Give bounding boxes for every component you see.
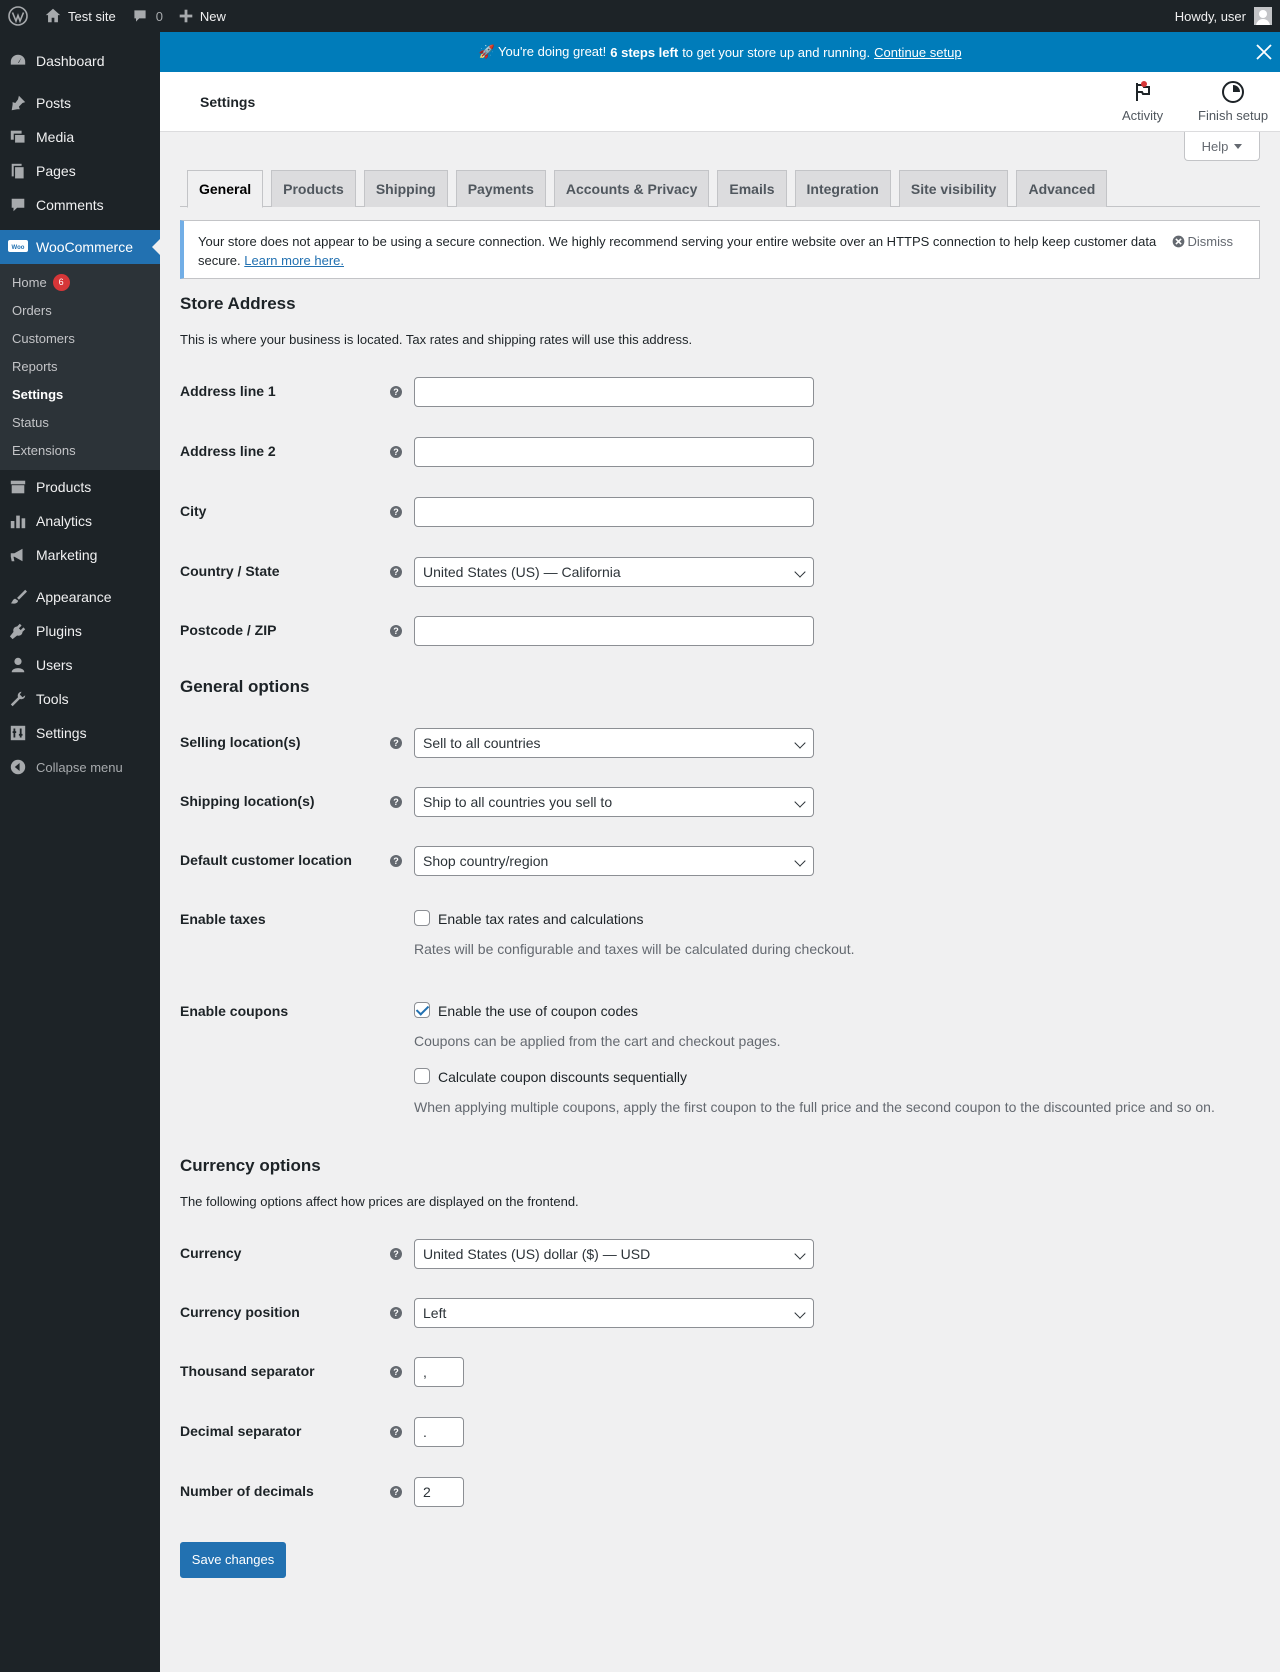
wordpress-logo-icon[interactable]	[0, 0, 36, 32]
user-icon	[8, 655, 28, 675]
help-tip-icon[interactable]: ?	[390, 1486, 402, 1498]
tab-payments[interactable]: Payments	[456, 170, 546, 207]
menu-media[interactable]	[0, 120, 160, 154]
address1-label: Address line 1	[180, 383, 276, 399]
tab-accounts-privacy[interactable]: Accounts & Privacy	[554, 170, 710, 207]
chevron-down-icon	[794, 566, 805, 577]
banner-steps-left: 6 steps left	[610, 44, 679, 60]
menu-label: Dashboard	[36, 53, 105, 69]
default-customer-location-label: Default customer location	[180, 852, 352, 868]
menu-label: Posts	[36, 95, 72, 111]
currency-options-description: The following options affect how prices are displayed on the frontend.	[180, 1194, 579, 1209]
help-label: Help	[1201, 138, 1229, 154]
tab-general[interactable]: General	[187, 170, 263, 208]
banner-text: 🚀 You're doing great!	[478, 44, 607, 59]
plus-icon	[179, 9, 193, 23]
flag-icon	[1131, 80, 1155, 104]
caret-down-icon	[1234, 144, 1242, 153]
submenu-label: Orders	[12, 302, 52, 318]
menu-appearance[interactable]	[0, 580, 160, 614]
comments-count: 0	[155, 8, 163, 24]
menu-label: Users	[36, 657, 73, 673]
select-value: United States (US) dollar ($) — USD	[423, 1246, 651, 1262]
shipping-locations-select[interactable]	[414, 787, 814, 817]
menu-label: Pages	[36, 163, 76, 179]
enable-coupons-label: Enable coupons	[180, 1003, 289, 1019]
submenu-home[interactable]	[0, 268, 160, 296]
menu-label: Analytics	[36, 513, 93, 529]
menu-users[interactable]	[0, 648, 160, 682]
help-tip-icon[interactable]: ?	[390, 1366, 402, 1378]
help-tip-icon[interactable]: ?	[390, 855, 402, 867]
city-label: City	[180, 503, 207, 519]
address1-input[interactable]	[414, 377, 814, 407]
admin-bar	[0, 0, 1280, 32]
help-tip-icon[interactable]: ?	[390, 1307, 402, 1319]
tab-shipping[interactable]: Shipping	[364, 170, 448, 207]
archive-icon	[8, 477, 28, 497]
tab-integration[interactable]: Integration	[795, 170, 891, 207]
finish-setup-button[interactable]	[1198, 80, 1268, 123]
menu-pages[interactable]	[0, 154, 160, 188]
country-state-select[interactable]	[414, 557, 814, 587]
currency-position-select[interactable]	[414, 1298, 814, 1328]
chevron-down-icon	[794, 855, 805, 866]
continue-setup-link[interactable]: Continue setup	[874, 44, 962, 60]
city-input[interactable]	[414, 497, 814, 527]
submenu-settings[interactable]	[0, 380, 160, 408]
comments-link[interactable]	[124, 0, 171, 32]
submenu-status[interactable]	[0, 408, 160, 436]
submenu-customers[interactable]	[0, 324, 160, 352]
submenu-orders[interactable]	[0, 296, 160, 324]
menu-tools[interactable]	[0, 682, 160, 716]
dashboard-icon	[8, 51, 28, 71]
menu-label: Media	[36, 129, 75, 145]
admin-sidebar	[0, 32, 160, 1672]
banner-text-post: to get your store up and running.	[682, 44, 871, 60]
menu-woocommerce[interactable]	[0, 230, 160, 264]
enable-coupons-checkbox[interactable]	[414, 1002, 430, 1018]
decimal-separator-input[interactable]: .	[414, 1417, 464, 1447]
taxes-help-text: Rates will be configurable and taxes will be calculated during checkout.	[414, 941, 855, 957]
my-account[interactable]	[1175, 7, 1280, 25]
paintbrush-icon	[8, 587, 28, 607]
help-tip-icon[interactable]: ?	[390, 1248, 402, 1260]
help-tip-icon[interactable]: ?	[390, 737, 402, 749]
select-value: Shop country/region	[423, 853, 549, 869]
submenu-label: Settings	[12, 386, 64, 402]
menu-label: Tools	[36, 691, 69, 707]
notice-text: Your store does not appear to be using a secure connection. We highly recommend serving your entire website over an HTTPS connection to help keep customer data secure.	[198, 234, 1157, 268]
avatar	[1254, 7, 1272, 25]
chevron-down-icon	[794, 796, 805, 807]
thousand-separator-input[interactable]: ,	[414, 1357, 464, 1387]
chevron-down-icon	[794, 1248, 805, 1259]
activity-button[interactable]	[1122, 80, 1163, 123]
tab-advanced[interactable]: Advanced	[1016, 170, 1107, 207]
tab-emails[interactable]: Emails	[717, 170, 786, 207]
menu-settings[interactable]	[0, 716, 160, 750]
pin-icon	[8, 93, 28, 113]
submenu-label: Status	[12, 414, 49, 430]
help-tip-icon[interactable]: ?	[390, 446, 402, 458]
menu-label: Appearance	[36, 589, 112, 605]
woocommerce-header	[160, 72, 1280, 132]
megaphone-icon	[8, 545, 28, 565]
dismiss-button[interactable]	[1172, 232, 1234, 251]
menu-label: Marketing	[36, 547, 98, 563]
help-tip-icon[interactable]: ?	[390, 506, 402, 518]
help-tip-icon[interactable]: ?	[390, 386, 402, 398]
menu-plugins[interactable]	[0, 614, 160, 648]
finish-setup-label: Finish setup	[1198, 108, 1269, 123]
new-content-link[interactable]	[171, 0, 234, 32]
enable-taxes-checkbox[interactable]	[414, 910, 430, 926]
bar-chart-icon	[8, 511, 28, 531]
select-value: United States (US) — California	[423, 564, 621, 580]
page-title: Settings	[200, 94, 256, 110]
settings-tabs	[180, 170, 1260, 207]
sequential-help-text: When applying multiple coupons, apply the first coupon to the full price and the second coupon to the discounted price and so on.	[414, 1099, 1215, 1115]
number-of-decimals-input[interactable]: 2	[414, 1477, 464, 1507]
enable-taxes-checkbox-label[interactable]: Enable tax rates and calculations	[438, 911, 644, 927]
sequential-coupons-checkbox-label[interactable]: Calculate coupon discounts sequentially	[438, 1069, 688, 1085]
woocommerce-icon	[8, 237, 28, 257]
woocommerce-submenu	[0, 264, 160, 470]
comment-bubble-icon	[132, 8, 148, 24]
selling-locations-select[interactable]	[414, 728, 814, 758]
collapse-label: Collapse menu	[36, 759, 123, 775]
menu-marketing[interactable]	[0, 538, 160, 572]
store-address-heading: Store Address	[180, 294, 296, 313]
dismiss-label: Dismiss	[1187, 234, 1233, 249]
submenu-extensions[interactable]	[0, 436, 160, 464]
selling-locations-label: Selling location(s)	[180, 734, 301, 750]
menu-label: WooCommerce	[36, 239, 133, 255]
dismiss-icon	[1172, 235, 1185, 248]
menu-label: Settings	[36, 725, 87, 741]
submenu-label: Customers	[12, 330, 75, 346]
general-options-heading: General options	[180, 677, 310, 696]
enable-taxes-label: Enable taxes	[180, 911, 266, 927]
menu-label: Comments	[36, 197, 104, 213]
site-name: Test site	[68, 8, 116, 24]
postcode-label: Postcode / ZIP	[180, 622, 277, 638]
submenu-label: Home	[12, 274, 47, 290]
menu-label: Products	[36, 479, 92, 495]
tab-site-visibility[interactable]: Site visibility	[899, 170, 1009, 207]
number-of-decimals-label: Number of decimals	[180, 1483, 314, 1499]
help-tip-icon[interactable]: ?	[390, 566, 402, 578]
setup-banner	[160, 32, 1280, 72]
shipping-locations-label: Shipping location(s)	[180, 793, 315, 809]
menu-comments[interactable]	[0, 188, 160, 222]
help-tip-icon[interactable]: ?	[390, 625, 402, 637]
enable-coupons-checkbox-label[interactable]: Enable the use of coupon codes	[438, 1003, 639, 1019]
menu-label: Plugins	[36, 623, 82, 639]
close-icon[interactable]	[1254, 42, 1274, 62]
help-tip-icon[interactable]: ?	[390, 796, 402, 808]
settings-icon	[8, 723, 28, 743]
collapse-arrow-icon	[8, 757, 28, 777]
store-address-description: This is where your business is located. Tax rates and shipping rates will use this address.	[180, 332, 693, 347]
progress-circle-icon	[1221, 80, 1245, 104]
select-value: Sell to all countries	[423, 735, 541, 751]
plugin-icon	[8, 621, 28, 641]
country-state-label: Country / State	[180, 563, 280, 579]
menu-analytics[interactable]	[0, 504, 160, 538]
chevron-down-icon	[794, 737, 805, 748]
select-value: Left	[423, 1305, 447, 1321]
collapse-menu-button[interactable]	[0, 750, 160, 784]
currency-options-heading: Currency options	[180, 1156, 321, 1175]
save-changes-button[interactable]: Save changes	[180, 1542, 286, 1578]
submenu-label: Reports	[12, 358, 58, 374]
address2-input[interactable]	[414, 437, 814, 467]
coupons-help-text: Coupons can be applied from the cart and checkout pages.	[414, 1033, 781, 1049]
activity-label: Activity	[1122, 108, 1164, 123]
tab-products[interactable]: Products	[271, 170, 356, 207]
submenu-label: Extensions	[12, 442, 76, 458]
sequential-coupons-checkbox[interactable]	[414, 1068, 430, 1084]
wrench-icon	[8, 689, 28, 709]
notification-badge: 6	[53, 274, 70, 291]
new-label: New	[199, 8, 226, 24]
media-icon	[8, 127, 28, 147]
https-notice	[180, 220, 1260, 279]
currency-position-label: Currency position	[180, 1304, 300, 1320]
decimal-separator-label: Decimal separator	[180, 1423, 302, 1439]
home-icon	[44, 7, 62, 25]
menu-products[interactable]	[0, 470, 160, 504]
submenu-reports[interactable]	[0, 352, 160, 380]
help-tip-icon[interactable]: ?	[390, 1426, 402, 1438]
howdy-text: Howdy, user	[1174, 8, 1246, 24]
currency-label: Currency	[180, 1245, 242, 1261]
currency-select[interactable]	[414, 1239, 814, 1269]
chevron-down-icon	[794, 1307, 805, 1318]
menu-posts[interactable]	[0, 86, 160, 120]
pages-icon	[8, 161, 28, 181]
thousand-separator-label: Thousand separator	[180, 1363, 315, 1379]
site-name-link[interactable]	[36, 0, 124, 32]
select-value: Ship to all countries you sell to	[423, 794, 613, 810]
default-customer-location-select[interactable]	[414, 846, 814, 876]
help-tab-button[interactable]	[1184, 132, 1260, 161]
menu-dashboard[interactable]	[0, 44, 160, 78]
comments-icon	[8, 195, 28, 215]
postcode-input[interactable]	[414, 616, 814, 646]
woo-logo-text: Woo	[11, 245, 25, 251]
learn-more-link[interactable]: Learn more here.	[244, 253, 344, 268]
address2-label: Address line 2	[180, 443, 276, 459]
